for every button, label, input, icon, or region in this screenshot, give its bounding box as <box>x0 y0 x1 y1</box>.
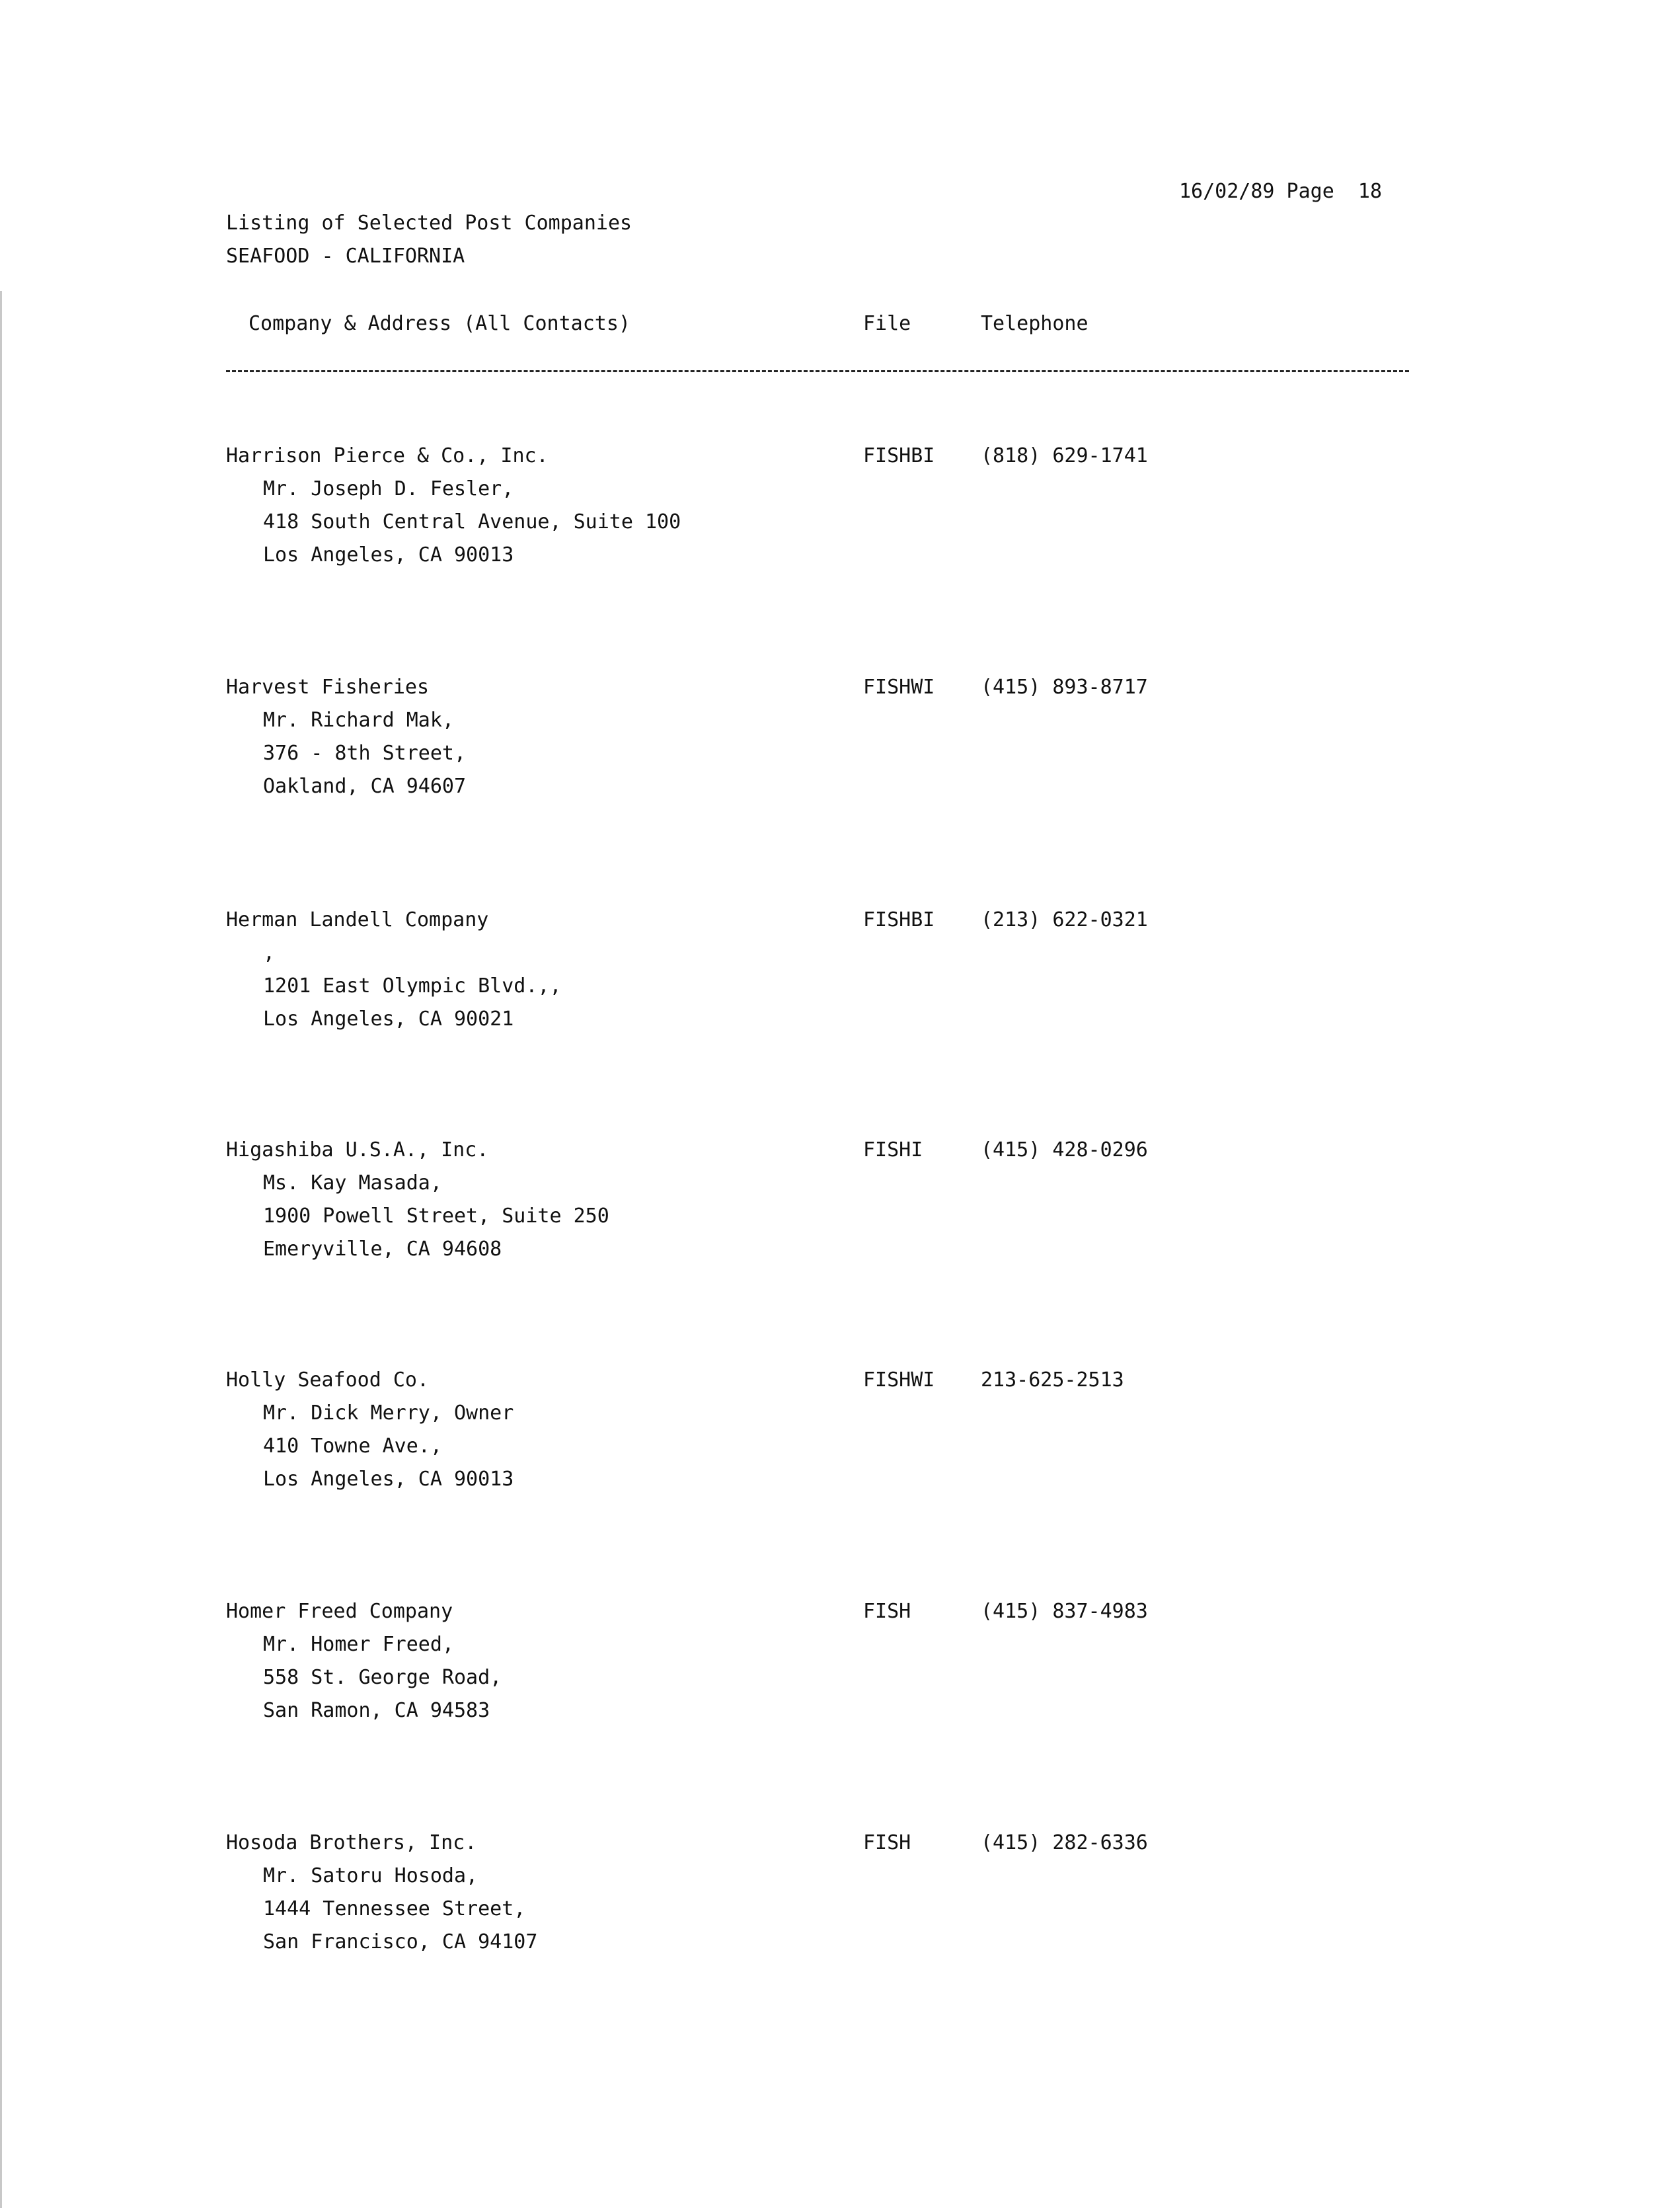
contact-name: Mr. Homer Freed, <box>263 1633 454 1656</box>
street-address: 1444 Tennessee Street, <box>263 1897 526 1920</box>
company-entry <box>226 1595 1416 1741</box>
column-header-telephone: Telephone <box>981 312 1088 335</box>
margin-line <box>0 291 2 2208</box>
column-header-file: File <box>863 312 911 335</box>
file-code: FISHI <box>863 1138 923 1162</box>
file-code: FISHWI <box>863 676 935 699</box>
telephone: (415) 837-4983 <box>981 1600 1148 1623</box>
contact-name: Mr. Richard Mak, <box>263 709 454 732</box>
telephone: (213) 622-0321 <box>981 908 1148 931</box>
file-code: FISHBI <box>863 908 935 931</box>
city-state-zip: Los Angeles, CA 90021 <box>263 1007 514 1031</box>
company-entry <box>226 671 1416 816</box>
header-separator <box>226 370 1409 372</box>
company-entry <box>226 1827 1416 1972</box>
report-subtitle: SEAFOOD - CALIFORNIA <box>226 245 465 268</box>
city-state-zip: Oakland, CA 94607 <box>263 775 467 798</box>
company-name: Holly Seafood Co. <box>226 1368 430 1392</box>
company-name: Higashiba U.S.A., Inc. <box>226 1138 489 1162</box>
file-code: FISHBI <box>863 444 935 467</box>
telephone: 213-625-2513 <box>981 1368 1124 1392</box>
contact-name: Mr. Dick Merry, Owner <box>263 1401 514 1425</box>
contact-name: Ms. Kay Masada, <box>263 1171 442 1195</box>
street-address: 418 South Central Avenue, Suite 100 <box>263 510 681 533</box>
street-address: 1201 East Olympic Blvd.,, <box>263 974 562 998</box>
telephone: (415) 428-0296 <box>981 1138 1148 1162</box>
company-entry <box>226 1134 1416 1279</box>
contact-name: Mr. Joseph D. Fesler, <box>263 477 514 500</box>
file-code: FISH <box>863 1600 911 1623</box>
city-state-zip: San Francisco, CA 94107 <box>263 1930 538 1953</box>
contact-name: , <box>263 941 276 965</box>
city-state-zip: Los Angeles, CA 90013 <box>263 543 514 567</box>
company-entry <box>226 440 1416 585</box>
company-name: Homer Freed Company <box>226 1600 453 1623</box>
company-name: Harvest Fisheries <box>226 676 430 699</box>
city-state-zip: Emeryville, CA 94608 <box>263 1238 502 1261</box>
city-state-zip: San Ramon, CA 94583 <box>263 1699 490 1722</box>
contact-name: Mr. Satoru Hosoda, <box>263 1864 478 1887</box>
street-address: 1900 Powell Street, Suite 250 <box>263 1204 609 1228</box>
company-entry <box>226 904 1416 1049</box>
company-name: Hosoda Brothers, Inc. <box>226 1831 477 1854</box>
company-entry <box>226 1364 1416 1509</box>
street-address: 558 St. George Road, <box>263 1666 502 1689</box>
telephone: (818) 629-1741 <box>981 444 1148 467</box>
date-page-label: 16/02/89 Page 18 <box>1179 180 1383 203</box>
file-code: FISHWI <box>863 1368 935 1392</box>
telephone: (415) 893-8717 <box>981 676 1148 699</box>
company-name: Herman Landell Company <box>226 908 489 931</box>
file-code: FISH <box>863 1831 911 1854</box>
street-address: 376 - 8th Street, <box>263 742 467 765</box>
report-title: Listing of Selected Post Companies <box>226 212 632 235</box>
company-name: Harrison Pierce & Co., Inc. <box>226 444 549 467</box>
street-address: 410 Towne Ave., <box>263 1435 442 1458</box>
column-header-company: Company & Address (All Contacts) <box>248 312 630 335</box>
city-state-zip: Los Angeles, CA 90013 <box>263 1468 514 1491</box>
telephone: (415) 282-6336 <box>981 1831 1148 1854</box>
